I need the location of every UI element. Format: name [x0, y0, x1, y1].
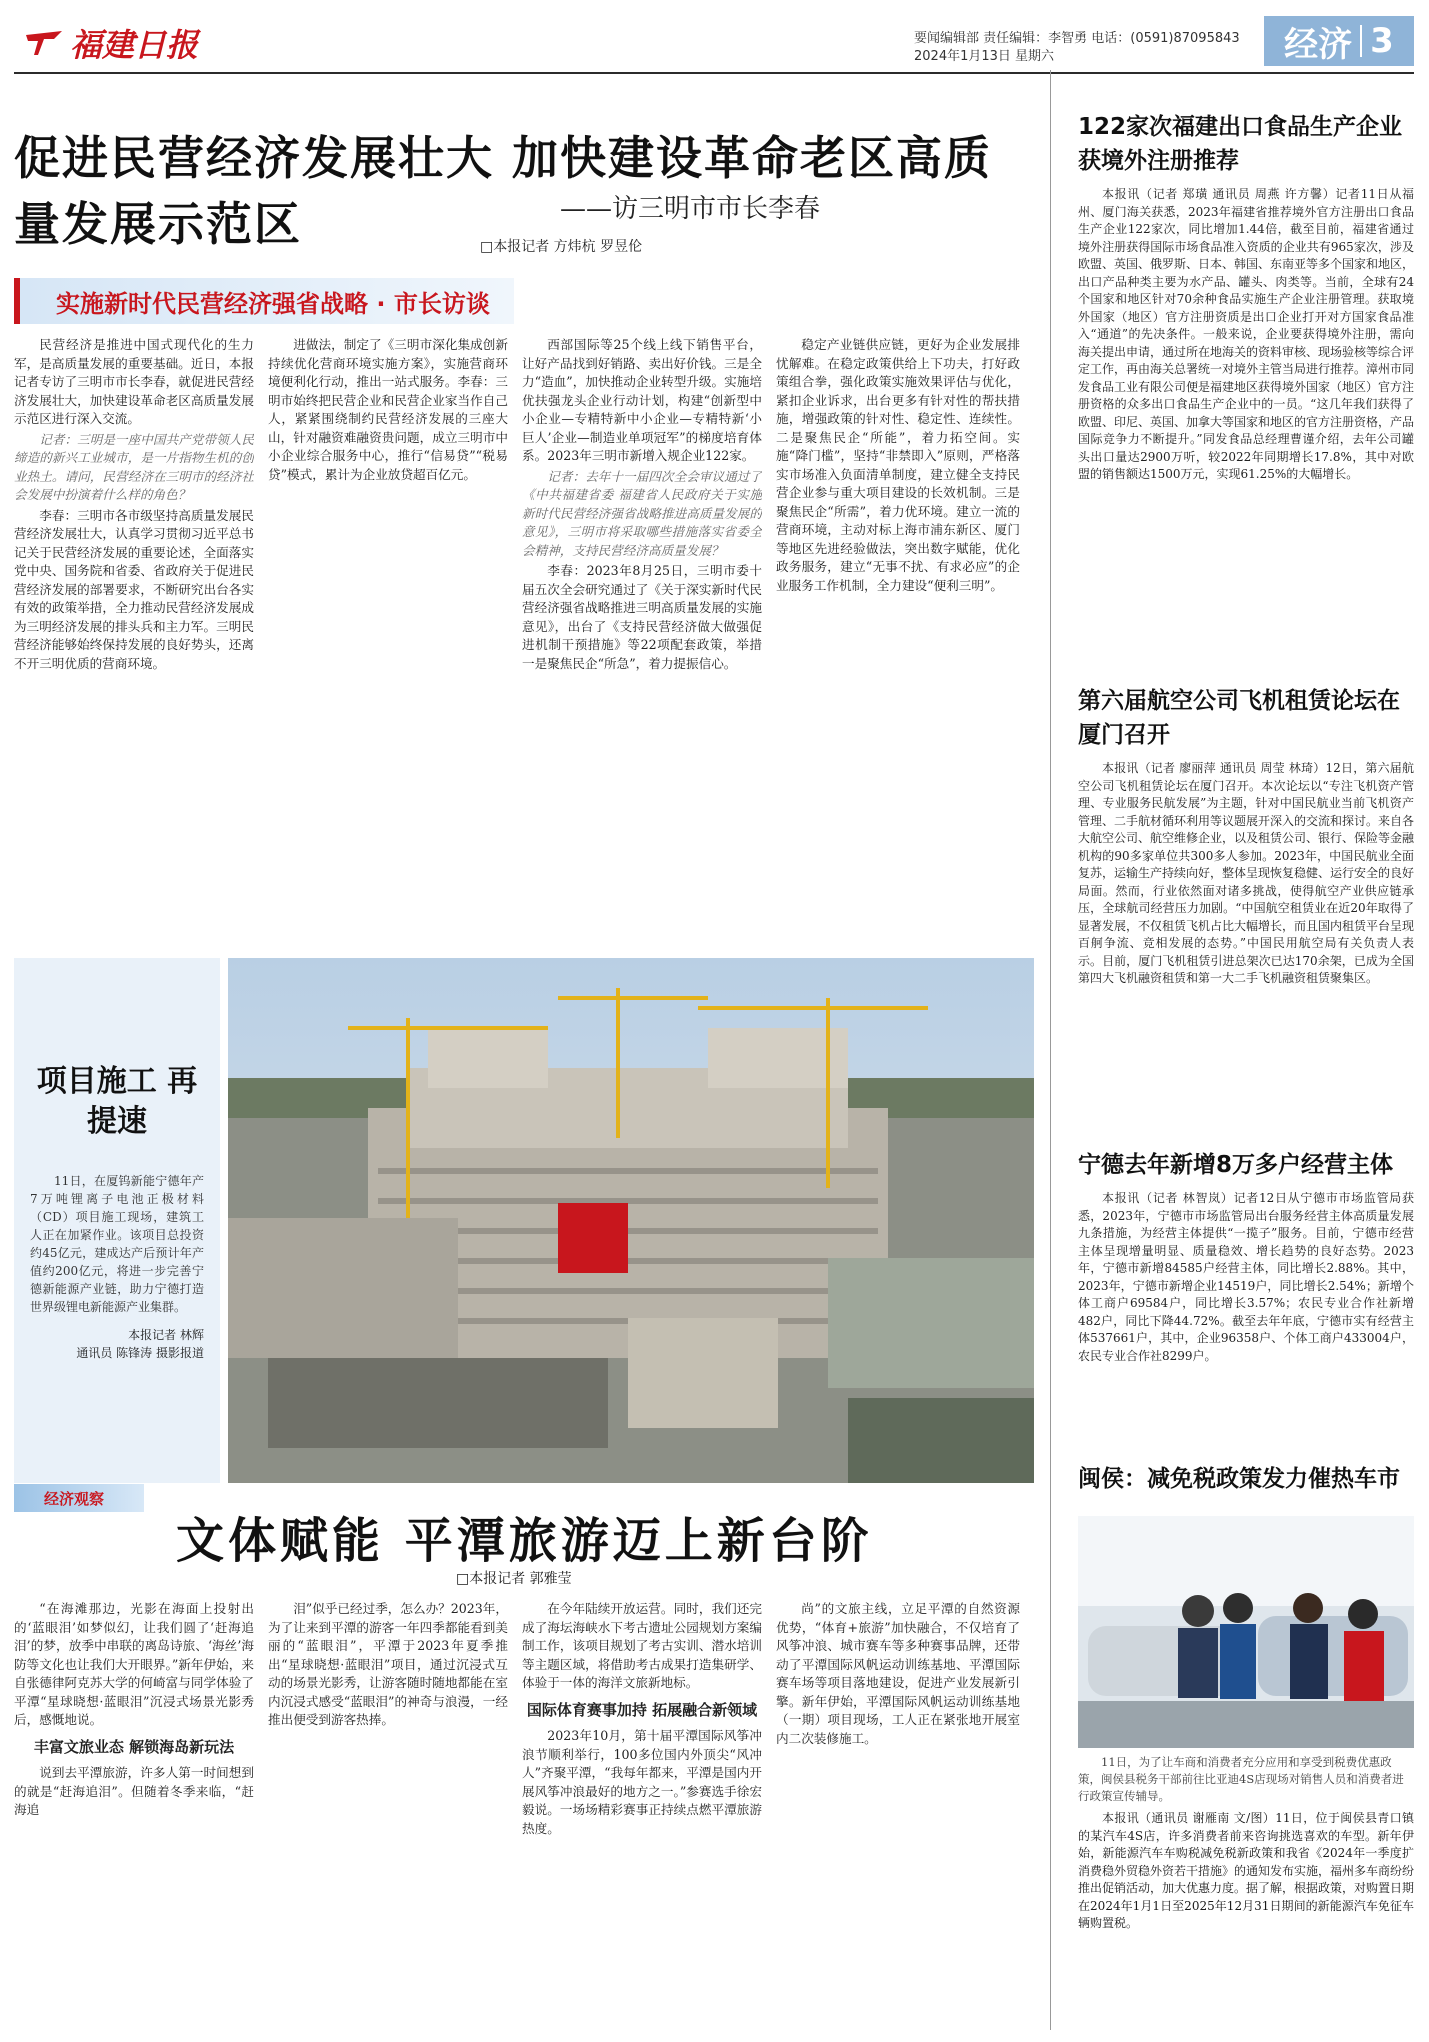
paragraph: 李春：2023年8月25日，三明市委十届五次全会研究通过了《关于深实新时代民营经济强省战略推进三明高质量发展的实施意见》，出台了《支持民营经济做大做强促进机制干预措施》等22项配套政策，举措一是聚焦民企“所急”，着力提振信心。	[522, 563, 762, 671]
construction-site-image	[228, 958, 1034, 1483]
section-tab	[1264, 16, 1414, 66]
paragraph: 民营经济是推进中国式现代化的生力军，是高质量发展的重要基础。近日，本报记者专访了三明市市长李春，就促进民营经济发展壮大，加快建设革命老区高质量发展示范区进行深入交流。	[14, 337, 254, 426]
paragraph: 本报讯（记者 廖丽萍 通讯员 周莹 林琦）12日，第六届航空公司飞机租赁论坛在厦门召开。本次论坛以“专注飞机资产管理、专业服务民航发展”为主题，针对中国民航业当前飞机资产管理、二手航材循环利用等议题展开深入的交流和探讨。来自各大航空公司、航空维修企业，以及租赁公司、银行、保险等金融机构的90多家单位共300多人参加。2023年，中国民航业全面复苏，运输生产持续向好，整体呈现恢复稳健、运行安全的良好局面。然而，行业依然面对诸多挑战，使得航空产业供应链承压，全球航司经营压力加剧。“中国航空租赁业在近20年取得了显著发展，不仅租赁飞机占比大幅增长，而且国内租赁平台呈现百舸争流、竞相发展的态势。”中国民用航空局有关负责人表示。目前，厦门飞机租赁引进总架次已达170余架，已成为全国第四大飞机融资租赁和第一大二手飞机融资租赁聚集区。	[1078, 761, 1414, 985]
story2-col-1	[14, 1600, 254, 2030]
story2-byline: □本报记者 郭雅莹	[456, 1571, 572, 1587]
article-ningde-business	[1078, 1148, 1414, 1430]
photo-caption-box	[14, 958, 220, 1483]
paragraph: 本报讯（通讯员 谢雁南 文/图）11日，位于闽侯县青口镇的某汽车4S店，许多消费者前来咨询挑选喜欢的车型。新年伊始，新能源汽车车购税减免税新政策和我省《2024年一季度扩消费稳外贸稳外资若干措施》的通知发布实施，福州多车商纷纷推出促销活动，加大优惠力度。据了解，根据政策，对购置日期在2024年1月1日至2025年12月31日期间的新能源汽车免征车辆购置税。	[1078, 1811, 1414, 1930]
article-body	[1078, 1810, 1414, 2030]
story2-col-3	[522, 1600, 762, 2030]
article-body	[1078, 1190, 1414, 1430]
economy-watch-tag: 经济观察	[14, 1484, 144, 1512]
photo-credit: 本报记者 林辉 通讯员 陈锋涛 摄影报道	[76, 1328, 204, 1360]
paragraph: 泪”似乎已经过季，怎么办？2023年，为了让来到平潭的游客一年四季都能看到美丽的“蓝眼泪”，平潭于2023年夏季推出“星球晓想·蓝眼泪”项目，通过沉浸式互动的场景光影秀，让游客随时随地都能在室内沉浸式感受“蓝眼泪”的神奇与浪漫，一经推出便受到游客热捧。	[268, 1601, 508, 1727]
paragraph: 西部国际等25个线上线下销售平台，让好产品找到好销路、卖出好价钱。三是全力“造血”，加快推动企业转型升级。实施培优扶强龙头企业行动计划，构建“创新型中小企业—专精特新中小企业—专精特新‘小巨人’企业—制造业单项冠军”的梯度培育体系。2023年三明市新增入规企业122家。	[522, 337, 762, 463]
paragraph: 2023年10月，第十届平潭国际风筝冲浪节顺利举行，100多位国内外顶尖“风冲人”齐聚平潭，“我每年都来，平潭是国内开展风筝冲浪最好的地方之一。”参赛选手徐宏毅说。一场场精彩赛事正持续点燃平潭旅游热度。	[522, 1728, 762, 1836]
section-name: 经济	[1284, 24, 1353, 65]
paragraph: 李春：三明市各市级坚持高质量发展民营经济发展壮大，认真学习贯彻习近平总书记关于民营经济发展的重要论述，全面落实党中央、国务院和省委、省政府关于促进民营经济发展的部署要求，不断研究出台各实有效的政策举措，全力推动民营经济发展成为三明经济发展的排头兵和主力军。三明民营经济能够始终保持发展的良好势头，还离不开三明优质的营商环境。	[14, 507, 254, 671]
story1-col-3	[522, 336, 762, 948]
paragraph: 在今年陆续开放运营。同时，我们还完成了海坛海峡水下考古遗址公园规划方案编制工作，该项目规划了考古实训、潜水培训等主题区域，将借助考古成果打造集研学、体验于一体的海洋文旅新地标。	[522, 1601, 762, 1690]
paragraph: 本报讯（记者 林智岚）记者12日从宁德市市场监管局获悉，2023年，宁德市市场监管局出台服务经营主体高质量发展九条措施，为经营主体提供“一揽子”服务。目前，宁德市经营主体呈现增量明显、质量稳效、增长趋势的良好态势。2023年，宁德市新增84585户经营主体，同比增长2.88%。其中，2023年，宁德市新增企业14519户，同比增长2.54%；新增个体工商户69584户，同比增长3.57%；农民专业合作社新增482户，同比下降44.72%。截至去年年底，宁德市实有经营主体537661户，其中，企业96358户、个体工商户433004户，农民专业合作社8299户。	[1078, 1191, 1414, 1363]
logo-icon	[24, 29, 64, 57]
article-body	[1078, 760, 1414, 1200]
article-body	[1078, 186, 1414, 716]
masthead	[14, 8, 1414, 70]
story1-headline: 促进民营经济发展壮大 加快建设革命老区高质量发展示范区	[14, 131, 993, 251]
story1-subhead: ——访三明市市长李春	[560, 194, 821, 224]
newspaper-name: 福建日报	[70, 26, 199, 64]
interview-question: 记者：去年十一届四次全会审议通过了《中共福建省委 福建省人民政府关于实施新时代民营经济强省战略推进高质量发展的意见》，三明市将采取哪些措施落实省委全会精神，支持民营经济高质量发展？	[522, 468, 762, 558]
section-subheading: 国际体育赛事加持 拓展融合新领域	[526, 1700, 758, 1719]
paragraph: 尚”的文旅主线，立足平潭的自然资源优势，“体育+旅游”加快融合，不仅培育了风筝冲浪、城市赛车等多种赛事品牌，还带动了平潭国际风帆运动训练基地、平潭国际赛车场等项目落地建设，促进产业发展新引擎。新年伊始，平潭国际风帆运动训练基地（一期）项目现场，工人正在紧张地开展室内二次装修施工。	[776, 1601, 1020, 1746]
article-food-export	[1078, 110, 1414, 716]
photo-caption: 11日，在厦钨新能宁德年产7万吨锂离子电池正极材料（CD）项目施工现场，建筑工人正在加紧作业。该项目总投资约45亿元，建成达产后预计年产值约200亿元，将进一步完善宁德新能源产业链，助力宁德打造世界级锂电新能源产业集群。	[30, 1174, 204, 1314]
paragraph: 稳定产业链供应链，更好为企业发展排忧解难。在稳定政策供给上下功夫，打好政策组合拳，强化政策实施效果评估与优化，紧扣企业诉求，出台更多有针对性的帮扶措施，增强政策的针对性、稳定性、连续性。二是聚焦民企“所能”，着力拓空间。实施“降门槛”，坚持“非禁即入”原则，严格落实市场准入负面清单制度，建立健全支持民营企业参与重大项目建设的长效机制。三是聚焦民企“所需”，着力优环境。建立一流的营商环境，主动对标上海市浦东新区、厦门等地区先进经验做法，突出数字赋能，优化政务服务，建立“无事不扰、有求必应”的企业服务工作机制，全力建设“便利三明”。	[776, 337, 1020, 593]
story1-col-1	[14, 336, 254, 948]
section-divider	[1360, 25, 1362, 57]
car-showroom-photo	[1078, 1516, 1414, 1748]
section-subheading: 丰富文旅业态 解锁海岛新玩法	[33, 1737, 235, 1756]
story2-body	[14, 1600, 1034, 2030]
story1-col-2	[268, 336, 508, 948]
story1-col-4	[776, 336, 1020, 948]
date-line: 2024年1月13日 星期六	[914, 49, 1055, 64]
editor-line: 要闻编辑部 责任编辑：李智勇 电话：(0591)87095843	[914, 31, 1240, 46]
article-title: 宁德去年新增8万多户经营主体	[1078, 1152, 1394, 1178]
masthead-meta	[914, 30, 1240, 66]
photo-caption: 11日，为了让车商和消费者充分应用和享受到税费优惠政策，闽侯县税务干部前往比亚迪4S店现场对销售人员和消费者进行政策宣传辅导。	[1078, 1755, 1404, 1803]
story2-headline: 文体赋能 平潭旅游迈上新台阶	[176, 1513, 873, 1569]
story1-banner	[14, 278, 514, 324]
banner-text: 实施新时代民营经济强省战略 · 市长访谈	[56, 289, 490, 318]
construction-photo	[228, 958, 1034, 1483]
interview-question: 记者：三明是一座中国共产党带领人民缔造的新兴工业城市，是一片指物生机的创业热土。请问，民营经济在三明市的经济社会发展中扮演着什么样的角色？	[14, 431, 254, 502]
article-minhou-auto	[1078, 1462, 1414, 1504]
showroom-image	[1078, 1516, 1414, 1748]
column-divider	[1050, 70, 1051, 2030]
paragraph: “在海滩那边，光影在海面上投射出的‘蓝眼泪’如梦似幻，让我们圆了‘赶海追泪’的梦，放季中串联的离岛诗旅、‘海丝’海防等文化也让我们大开眼界。”新年伊始，来自张德律阿克苏大学的何崎富与同学体验了平潭“星球晓想·蓝眼泪”沉浸式场景光影秀后，感慨地说。	[14, 1601, 254, 1727]
masthead-rule	[14, 72, 1414, 74]
article-aircraft-leasing	[1078, 684, 1414, 1200]
page-number: 3	[1370, 21, 1394, 61]
article-title: 第六届航空公司飞机租赁论坛在厦门召开	[1078, 688, 1400, 748]
story2-col-2	[268, 1600, 508, 2030]
photo-title: 项目施工 再提速	[36, 1064, 198, 1139]
article-title: 闽侯：减免税政策发力催热车市	[1078, 1466, 1400, 1492]
paragraph: 进做法，制定了《三明市深化集成创新持续优化营商环境实施方案》，实施营商环境便利化行动，推出一站式服务。李春：三明市始终把民营企业和民营企业家当作自己人，紧紧围绕制约民营经济发展的三座大山，针对融资难融资贵问题，成立三明市中小企业综合服务中心，推行“信易贷”“税易贷”模式，累计为企业放贷超百亿元。	[268, 337, 508, 482]
story2-col-4	[776, 1600, 1020, 2030]
article-title: 122家次福建出口食品生产企业获境外注册推荐	[1078, 114, 1403, 174]
newspaper-logo	[24, 20, 198, 66]
paragraph: 说到去平潭旅游，许多人第一时间想到的就是“赶海追泪”。但随着冬季来临，“赶海追	[14, 1765, 254, 1817]
paragraph: 本报讯（记者 郑璜 通讯员 周燕 许方馨）记者11日从福州、厦门海关获悉，2023年福建省推荐境外官方注册出口食品生产企业122家次，同比增加1.44倍，截至目前，福建省通过境外注册获得国际市场食品准入资质的企业共有965家次，涉及欧盟、英国、俄罗斯、日本、韩国、东南亚等多个国家和地区，出口产品种类主要为水产品、罐头、肉类等。当前，全球有24个国家和地区针对70余种食品实施生产企业注册管理。获取境外国家（地区）官方注册资质是出口企业打开对方国家食品准入“通道”的先决条件。一般来说，企业要获得境外注册，需向海关提出申请，通过所在地海关的资料审核、现场验核等综合评定工作，再由海关总署统一对境外主管当局进行推荐。漳州市同发食品工业有限公司便是福建地区获得境外国家（地区）官方注册资格的众多出口食品生产企业中的一员。“这几年我们获得了欧盟、印尼、英国、加拿大等国家和地区的官方注册资格，产品国际竞争力不断提升。”同发食品总经理曹谨介绍，去年公司罐头出口量达2900万听，较2022年同期增长17.8%，其中对欧盟的销售额达1500万元，实现61.25%的大幅增长。	[1078, 187, 1414, 481]
story1-byline: □本报记者 方炜杭 罗昱伦	[480, 239, 643, 255]
story1-body	[14, 336, 1034, 948]
